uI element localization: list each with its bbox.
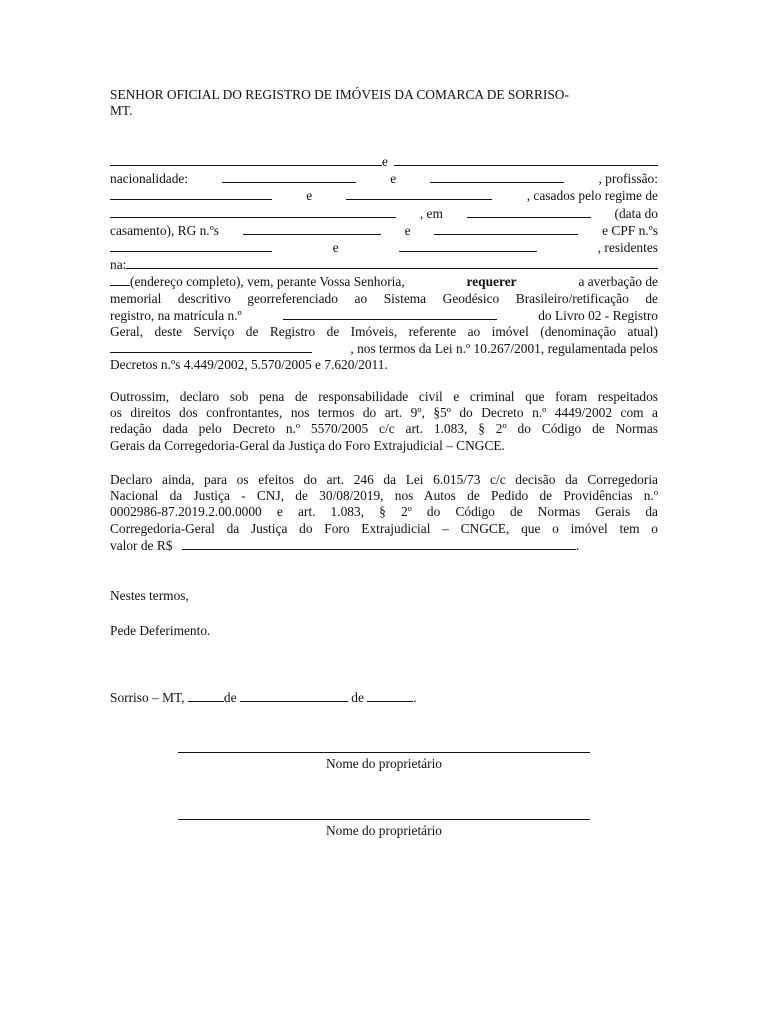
and-word: e: [332, 240, 339, 256]
married-label: , casados pelo regime de: [526, 188, 658, 204]
value-label: valor de R$: [110, 537, 173, 553]
cpf-label: e CPF n.ºs: [602, 222, 658, 238]
document-heading: [110, 87, 658, 119]
rg-line: [110, 222, 658, 239]
profession-label: , profissão:: [598, 171, 658, 187]
owner-name-label: Nome do proprietário: [325, 756, 443, 771]
rg-label: casamento), RG n.ºs: [110, 222, 220, 238]
date-line: Sorriso – MT, de de .: [110, 690, 417, 705]
signature-block-2: [178, 819, 590, 839]
name-blank-2[interactable]: [394, 153, 658, 166]
city-text: Sorriso – MT,: [110, 690, 185, 705]
full-address-text: (endereço completo), vem, perante Vossa Senhoria,: [130, 274, 405, 290]
de-word: de: [351, 690, 364, 705]
de-word: de: [223, 690, 237, 705]
and-word: e: [306, 188, 313, 204]
denominacao-blank[interactable]: [110, 340, 312, 353]
heading-line-1: SENHOR OFICIAL DO REGISTRO DE IMÓVEIS DA COMARCA DE SORRISO-: [110, 87, 569, 102]
declaration-line: redação dada pelo Decreto n.º 5570/2005 c/c art. 1.083, § 2º do Código de Normas: [110, 421, 658, 437]
request-keyword: requerer: [466, 274, 517, 290]
averbacao-text: a averbação de: [578, 274, 658, 290]
and-word: e: [404, 222, 411, 238]
nationality-label: nacionalidade:: [110, 171, 189, 187]
residents-label: , residentes: [597, 240, 658, 256]
and-word: e: [390, 171, 397, 187]
signature-block-1: [178, 752, 590, 772]
profession-blank-1[interactable]: [110, 187, 272, 200]
address-blank-2[interactable]: [110, 273, 130, 286]
day-blank[interactable]: [188, 689, 224, 702]
heading-line-2: MT.: [110, 103, 133, 119]
cpf-blank-2[interactable]: [399, 239, 537, 252]
nationality-blank-1[interactable]: [222, 170, 356, 183]
nationality-blank-2[interactable]: [430, 170, 564, 183]
declaration-line: Outrossim, declaro sob pena de responsabilidade civil e criminal que foram respeitados: [110, 389, 658, 404]
value-blank[interactable]: [182, 537, 576, 550]
cpf-line: [110, 239, 658, 256]
month-blank[interactable]: [240, 689, 348, 702]
signature-line[interactable]: [178, 819, 590, 820]
profession-blank-2[interactable]: [346, 187, 492, 200]
matricula-line: [110, 307, 658, 324]
value-line: Declaro ainda, para os efeitos do art. 246 da Lei 6.015/73 c/c decisão da Corregedoria: [110, 472, 658, 487]
signature-line[interactable]: [178, 752, 590, 753]
address-label: na:: [110, 257, 127, 273]
value-line: 0002986-87.2019.2.00.0000 e art. 1.083, § 2º do Código de Normas Gerais da: [110, 504, 658, 520]
declaration-paragraph: [110, 389, 658, 454]
address-line-2: [110, 273, 658, 290]
names-line: [110, 153, 658, 170]
lei-text: , nos termos da Lei n.º 10.267/2001, regulamentada pelos: [350, 341, 658, 357]
value-amount-line: valor de R$ .: [110, 537, 580, 553]
memorial-line: memorial descritivo georreferenciado ao Sistema Geodésico Brasileiro/retificação de: [110, 290, 658, 306]
value-line: Nacional da Justiça - CNJ, de 30/08/2019, nos Autos de Pedido de Providências n.º: [110, 488, 658, 504]
declaration-line: Gerais da Corregedoria-Geral da Justiça do Foro Extrajudicial – CNGCE.: [110, 437, 505, 453]
denominacao-line: [110, 340, 658, 357]
marriage-date-label: (data do: [614, 205, 658, 221]
profession-line: [110, 187, 658, 204]
address-line: [110, 256, 658, 273]
matricula-blank[interactable]: [283, 307, 497, 320]
year-blank[interactable]: [367, 689, 413, 702]
closing-1: Nestes termos,: [110, 588, 189, 603]
nationality-line: [110, 170, 658, 187]
cpf-blank-1[interactable]: [110, 239, 272, 252]
decretos-line: Decretos n.ºs 4.449/2002, 5.570/2005 e 7.620/2011.: [110, 357, 388, 373]
regime-line: [110, 205, 658, 222]
declaration-line: os direitos dos confrontantes, nos termos do art. 9º, §5º do Decreto n.º 4449/2002 com a: [110, 405, 658, 421]
name-blank-1[interactable]: [110, 153, 382, 166]
matricula-label: registro, na matrícula n.º: [110, 307, 242, 323]
closing-2: Pede Deferimento.: [110, 623, 211, 638]
livro-label: do Livro 02 - Registro: [538, 307, 658, 323]
value-line: Corregedoria-Geral da Justiça do Foro Extrajudicial – CNGCE, que o imóvel tem o: [110, 520, 658, 536]
value-paragraph: [110, 472, 658, 554]
address-blank[interactable]: [126, 256, 658, 269]
rg-blank-2[interactable]: [434, 222, 578, 235]
date-in-label: , em: [419, 205, 443, 221]
request-paragraph: [110, 153, 658, 374]
marriage-date-blank[interactable]: [467, 205, 591, 218]
imovel-line: Geral, deste Serviço de Registro de Imóveis, referente ao imóvel (denominação atual): [110, 324, 658, 340]
regime-blank[interactable]: [110, 205, 396, 218]
owner-name-label: Nome do proprietário: [325, 823, 443, 838]
rg-blank[interactable]: [243, 222, 381, 235]
and-word: e: [382, 154, 388, 169]
